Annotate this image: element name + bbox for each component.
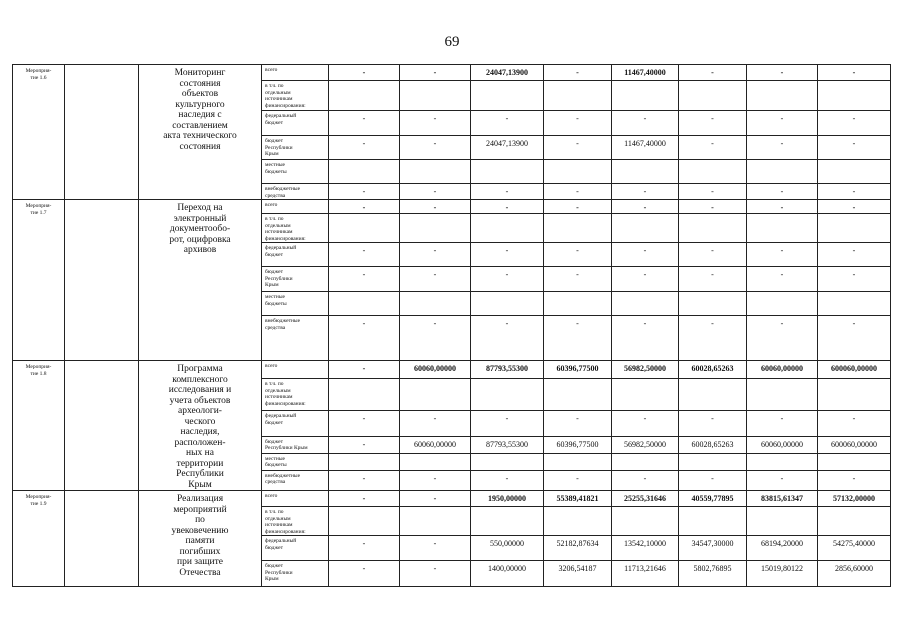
amount-cell	[471, 214, 544, 243]
amount-cell	[329, 379, 400, 411]
amount-cell: -	[818, 267, 891, 292]
amount-cell	[679, 292, 747, 316]
amount-cell: -	[400, 65, 471, 81]
amount-cell: 83815,61347	[747, 491, 818, 507]
amount-cell: 56982,50000	[612, 436, 679, 453]
amount-cell: -	[400, 316, 471, 361]
funding-source: местные бюджеты	[262, 160, 329, 184]
amount-cell: 24047,13900	[471, 65, 544, 81]
funding-source: в т.ч. по отдельным источникам финансирования:	[262, 507, 329, 536]
amount-cell: 24047,13900	[471, 136, 544, 160]
amount-cell	[747, 379, 818, 411]
funding-source: всего	[262, 200, 329, 214]
funding-source: внебюджетные средства	[262, 316, 329, 361]
funding-source: в т.ч. по отдельным источникам финансирования:	[262, 214, 329, 243]
amount-cell: -	[544, 470, 612, 490]
amount-cell: -	[329, 184, 400, 200]
amount-cell: -	[471, 200, 544, 214]
amount-cell: -	[329, 436, 400, 453]
amount-cell: -	[329, 65, 400, 81]
funding-source: всего	[262, 491, 329, 507]
amount-cell: -	[400, 243, 471, 267]
amount-cell: 60060,00000	[400, 436, 471, 453]
amount-cell	[471, 507, 544, 536]
amount-cell: 55389,41821	[544, 491, 612, 507]
amount-cell	[818, 160, 891, 184]
funding-source: бюджет Республики Крым	[262, 267, 329, 292]
amount-cell: 550,00000	[471, 536, 544, 561]
amount-cell	[612, 379, 679, 411]
amount-cell: 87793,55300	[471, 436, 544, 453]
funding-source: бюджет Республики Крым	[262, 436, 329, 453]
amount-cell: -	[329, 200, 400, 214]
empty-column-cell	[65, 200, 139, 361]
amount-cell	[544, 214, 612, 243]
amount-cell: -	[818, 65, 891, 81]
amount-cell: 54275,40000	[818, 536, 891, 561]
amount-cell: 60396,77500	[544, 436, 612, 453]
amount-cell: -	[612, 411, 679, 437]
amount-cell: -	[400, 267, 471, 292]
measure-code: Мероприя- тие 1.7	[13, 200, 65, 361]
table-body	[13, 65, 891, 587]
amount-cell: 68194,20000	[747, 536, 818, 561]
amount-cell: 13542,10000	[612, 536, 679, 561]
amount-cell: -	[471, 267, 544, 292]
amount-cell	[329, 81, 400, 111]
amount-cell	[400, 292, 471, 316]
amount-cell: -	[329, 267, 400, 292]
amount-cell: -	[329, 411, 400, 437]
amount-cell: 600060,00000	[818, 361, 891, 379]
amount-cell: -	[471, 184, 544, 200]
amount-cell: -	[400, 136, 471, 160]
amount-cell: -	[329, 136, 400, 160]
empty-column-cell	[65, 65, 139, 200]
amount-cell	[544, 81, 612, 111]
amount-cell: -	[747, 200, 818, 214]
funding-source: федеральный бюджет	[262, 243, 329, 267]
amount-cell	[747, 81, 818, 111]
amount-cell: -	[400, 536, 471, 561]
amount-cell	[471, 453, 544, 470]
amount-cell	[471, 292, 544, 316]
amount-cell: 11467,40000	[612, 65, 679, 81]
amount-cell	[747, 453, 818, 470]
amount-cell: 56982,50000	[612, 361, 679, 379]
amount-cell	[544, 453, 612, 470]
funding-source: бюджет Республики Крым	[262, 561, 329, 587]
amount-cell	[471, 379, 544, 411]
amount-cell: 60028,65263	[679, 361, 747, 379]
amount-cell	[679, 81, 747, 111]
amount-cell: -	[544, 136, 612, 160]
amount-cell	[818, 507, 891, 536]
amount-cell: 600060,00000	[818, 436, 891, 453]
amount-cell: -	[329, 243, 400, 267]
table-row	[13, 361, 891, 379]
amount-cell: 60396,77500	[544, 361, 612, 379]
amount-cell	[400, 81, 471, 111]
amount-cell: 60060,00000	[400, 361, 471, 379]
amount-cell: 60028,65263	[679, 436, 747, 453]
amount-cell: -	[544, 316, 612, 361]
amount-cell: -	[747, 65, 818, 81]
funding-source: внебюджетные средства	[262, 184, 329, 200]
amount-cell: 5802,76895	[679, 561, 747, 587]
budget-table	[12, 64, 891, 587]
amount-cell: -	[747, 111, 818, 136]
amount-cell: 60060,00000	[747, 436, 818, 453]
amount-cell: -	[679, 111, 747, 136]
amount-cell	[747, 214, 818, 243]
amount-cell	[544, 379, 612, 411]
amount-cell: 52182,87634	[544, 536, 612, 561]
amount-cell	[747, 292, 818, 316]
amount-cell: -	[544, 184, 612, 200]
amount-cell	[400, 160, 471, 184]
table-row	[13, 200, 891, 214]
amount-cell	[471, 81, 544, 111]
amount-cell: -	[471, 111, 544, 136]
amount-cell: -	[818, 411, 891, 437]
measure-code: Мероприя- тие 1.9	[13, 491, 65, 587]
amount-cell: -	[329, 470, 400, 490]
amount-cell: -	[329, 111, 400, 136]
amount-cell: 3206,54187	[544, 561, 612, 587]
amount-cell: -	[612, 470, 679, 490]
table-row	[13, 491, 891, 507]
amount-cell: -	[329, 491, 400, 507]
amount-cell: -	[679, 470, 747, 490]
amount-cell: -	[544, 65, 612, 81]
amount-cell	[679, 214, 747, 243]
amount-cell: -	[544, 243, 612, 267]
empty-column-cell	[65, 491, 139, 587]
amount-cell	[679, 453, 747, 470]
amount-cell: -	[818, 243, 891, 267]
page-number: 69	[444, 34, 460, 50]
amount-cell	[612, 214, 679, 243]
amount-cell	[544, 507, 612, 536]
amount-cell	[747, 507, 818, 536]
amount-cell	[544, 292, 612, 316]
amount-cell: -	[679, 267, 747, 292]
amount-cell: -	[471, 470, 544, 490]
amount-cell: 40559,77895	[679, 491, 747, 507]
amount-cell: -	[471, 243, 544, 267]
measure-name: Переход на электронный документообо- рот, оцифровка архивов	[139, 200, 262, 361]
amount-cell: -	[612, 243, 679, 267]
amount-cell: -	[400, 491, 471, 507]
amount-cell: -	[612, 267, 679, 292]
amount-cell	[544, 160, 612, 184]
amount-cell	[818, 214, 891, 243]
amount-cell: 2856,60000	[818, 561, 891, 587]
amount-cell: -	[471, 316, 544, 361]
measure-name: Программа комплексного исследования и учета объектов археологи- ческого наследия, расположен- ных на территории Республики Крым	[139, 361, 262, 491]
amount-cell: 1950,00000	[471, 491, 544, 507]
amount-cell: -	[400, 411, 471, 437]
amount-cell: 57132,00000	[818, 491, 891, 507]
amount-cell: -	[329, 361, 400, 379]
funding-source: федеральный бюджет	[262, 536, 329, 561]
funding-source: в т.ч. по отдельным источникам финансирования:	[262, 379, 329, 411]
amount-cell: -	[400, 184, 471, 200]
amount-cell	[679, 160, 747, 184]
funding-source: всего	[262, 65, 329, 81]
amount-cell	[679, 507, 747, 536]
measure-code: Мероприя- тие 1.6	[13, 65, 65, 200]
amount-cell: 1400,00000	[471, 561, 544, 587]
amount-cell: -	[612, 200, 679, 214]
amount-cell: -	[747, 470, 818, 490]
amount-cell: -	[747, 316, 818, 361]
amount-cell	[400, 453, 471, 470]
amount-cell: -	[329, 561, 400, 587]
amount-cell	[329, 292, 400, 316]
amount-cell: -	[818, 184, 891, 200]
measure-name: Мониторинг состояния объектов культурного наследия с составлением акта технического состояния	[139, 65, 262, 200]
amount-cell: -	[747, 136, 818, 160]
amount-cell	[329, 507, 400, 536]
amount-cell: -	[400, 561, 471, 587]
amount-cell: -	[471, 411, 544, 437]
amount-cell: -	[544, 267, 612, 292]
amount-cell	[818, 292, 891, 316]
amount-cell: -	[612, 111, 679, 136]
amount-cell: -	[544, 200, 612, 214]
amount-cell	[400, 507, 471, 536]
amount-cell	[400, 214, 471, 243]
funding-source: местные бюджеты	[262, 292, 329, 316]
amount-cell: -	[747, 267, 818, 292]
amount-cell	[818, 379, 891, 411]
amount-cell: -	[679, 65, 747, 81]
amount-cell: 11713,21646	[612, 561, 679, 587]
funding-source: в т.ч. по отдельным источникам финансирования:	[262, 81, 329, 111]
amount-cell	[818, 81, 891, 111]
table-row	[13, 65, 891, 81]
amount-cell	[612, 507, 679, 536]
amount-cell: -	[544, 111, 612, 136]
amount-cell: -	[612, 184, 679, 200]
funding-source: федеральный бюджет	[262, 411, 329, 437]
amount-cell	[612, 160, 679, 184]
measure-name: Реализация мероприятий по увековечению памяти погибших при защите Отечества	[139, 491, 262, 587]
amount-cell	[400, 379, 471, 411]
amount-cell: 15019,80122	[747, 561, 818, 587]
amount-cell	[471, 160, 544, 184]
measure-code: Мероприя- тие 1.8	[13, 361, 65, 491]
amount-cell	[612, 81, 679, 111]
amount-cell	[329, 453, 400, 470]
amount-cell	[329, 214, 400, 243]
amount-cell: -	[818, 470, 891, 490]
funding-source: всего	[262, 361, 329, 379]
amount-cell: -	[679, 184, 747, 200]
amount-cell	[612, 453, 679, 470]
amount-cell: -	[818, 136, 891, 160]
amount-cell: -	[544, 411, 612, 437]
amount-cell	[612, 292, 679, 316]
amount-cell: -	[747, 411, 818, 437]
amount-cell: -	[679, 316, 747, 361]
amount-cell: -	[400, 200, 471, 214]
amount-cell: 34547,30000	[679, 536, 747, 561]
amount-cell: -	[400, 111, 471, 136]
amount-cell	[679, 379, 747, 411]
amount-cell: 60060,00000	[747, 361, 818, 379]
amount-cell: -	[818, 200, 891, 214]
amount-cell	[329, 160, 400, 184]
amount-cell: -	[818, 111, 891, 136]
amount-cell: -	[747, 243, 818, 267]
amount-cell: -	[400, 470, 471, 490]
amount-cell: -	[329, 316, 400, 361]
empty-column-cell	[65, 361, 139, 491]
amount-cell: -	[818, 316, 891, 361]
funding-source: федеральный бюджет	[262, 111, 329, 136]
amount-cell: 11467,40000	[612, 136, 679, 160]
amount-cell: -	[329, 536, 400, 561]
amount-cell: -	[679, 243, 747, 267]
amount-cell: -	[679, 136, 747, 160]
amount-cell	[818, 453, 891, 470]
funding-source: местные бюджеты	[262, 453, 329, 470]
funding-source: внебюджетные средства	[262, 470, 329, 490]
amount-cell: 25255,31646	[612, 491, 679, 507]
funding-source: бюджет Республики Крым	[262, 136, 329, 160]
amount-cell	[747, 160, 818, 184]
amount-cell: 87793,55300	[471, 361, 544, 379]
amount-cell: -	[679, 411, 747, 437]
amount-cell: -	[747, 184, 818, 200]
amount-cell: -	[612, 316, 679, 361]
amount-cell: -	[679, 200, 747, 214]
